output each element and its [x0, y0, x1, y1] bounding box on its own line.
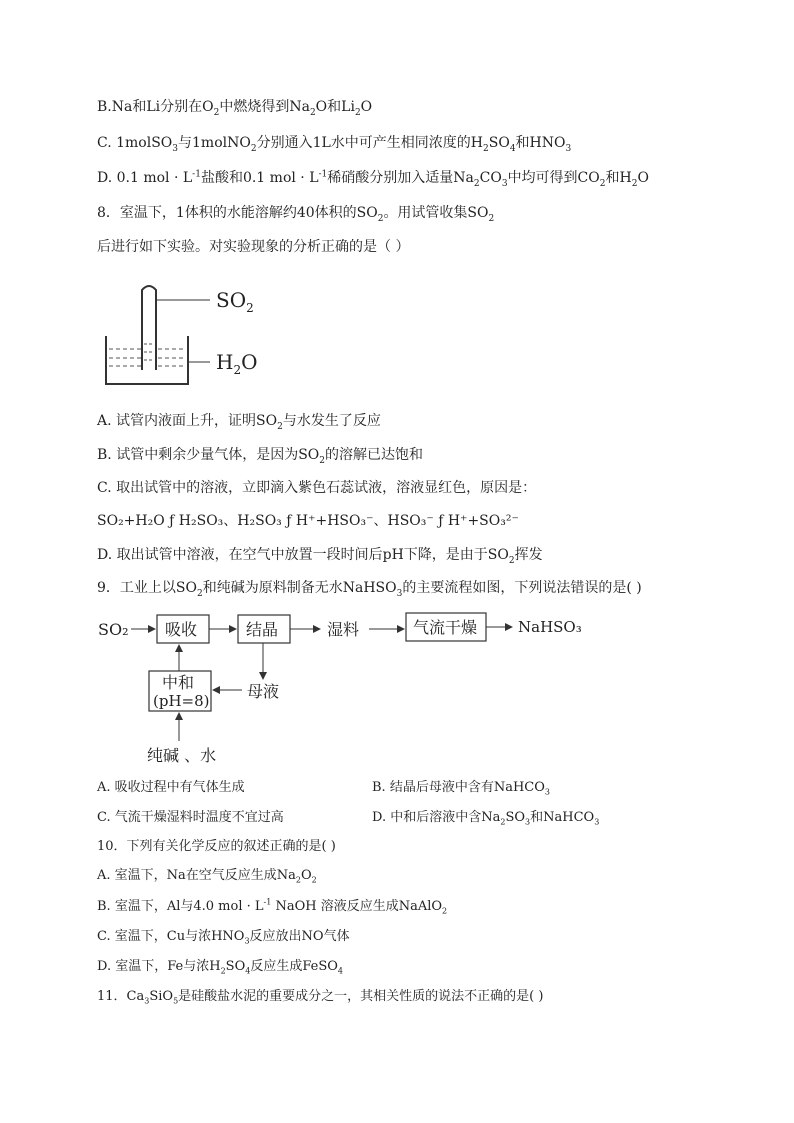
- q8-option-a: A. 试管内液面上升，证明$SO_2$与水发生了反应: [97, 413, 381, 432]
- q9-stem: 9．工业上以$SO_2$和纯碱为原料制备无水NaHSO$_3$的主要流程如图，下列说法错误的是( ): [97, 580, 642, 599]
- flow-wet: 湿料: [327, 620, 360, 639]
- test-tube: [142, 286, 156, 370]
- q9-option-a: A. 吸收过程中有气体生成: [97, 780, 245, 795]
- q9-flowchart: [95, 605, 615, 770]
- flow-dry: 气流干燥: [413, 618, 478, 637]
- q10-option-b: B. 室温下，Al与4.0 mol · $L^{-1}$ NaOH 溶液反应生成NaAlO$_2$: [97, 897, 448, 916]
- q9-option-d: D. 中和后溶液中含$Na_2SO_3$和NaHCO$_3$: [372, 810, 600, 827]
- q8-option-c: C. 取出试管中的溶液，立即滴入紫色石蕊试液，溶液显红色，原因是：: [97, 480, 537, 496]
- option-b-prev: B.Na和Li分别在$O_2$中燃烧得到$Na_2O$和$Li_2O$: [97, 99, 373, 118]
- q10-option-c: C. 室温下，Cu与浓$HNO_3$反应放出NO气体: [97, 929, 350, 946]
- flow-crystal: 结晶: [246, 620, 279, 639]
- option-c-prev: C. 1molSO$_3$与1molNO$_2$分别通入1L水中可产生相同浓度的$H_2SO_4$和$HNO_3$: [97, 135, 572, 154]
- label-h2o: $H_2O$: [216, 350, 258, 377]
- q10-option-d: D. 室温下，Fe与浓$H_2SO_4$反应生成FeSO$_4$: [97, 959, 344, 976]
- q8-stem-line1: 8．室温下，1体积的水能溶解约40体积的$SO_2$。用试管收集$SO_2$: [97, 205, 495, 224]
- flow-absorb: 吸收: [165, 620, 198, 639]
- q8-apparatus-figure: [100, 278, 280, 388]
- flow-mother: 母液: [247, 682, 280, 701]
- q9-option-b: B. 结晶后母液中含有NaHCO$_3$: [372, 780, 550, 797]
- q8-option-d: D. 取出试管中溶液，在空气中放置一段时间后pH下降，是由于$SO_2$挥发: [97, 547, 543, 566]
- q8-stem-line2: 后进行如下实验。对实验现象的分析正确的是（ ）: [97, 239, 410, 255]
- q8-option-c-equation: SO₂+H₂O ƒ H₂SO₃、H₂SO₃ ƒ H⁺+HSO₃⁻、HSO₃⁻ ƒ H⁺+SO₃²⁻: [97, 513, 519, 529]
- q10-option-a: A. 室温下，Na在空气反应生成$Na_2O_2$: [97, 868, 317, 885]
- q11-stem: 11．$Ca_3SiO_5$是硅酸盐水泥的重要成分之一，其相关性质的说法不正确的是( ): [97, 989, 544, 1006]
- flow-neutral-line2: (pH=8): [153, 692, 210, 710]
- q10-stem: 10．下列有关化学反应的叙述正确的是( ): [97, 839, 336, 854]
- flow-soda: 纯碱 、水: [147, 746, 217, 765]
- flow-neutral-line1: 中和: [162, 673, 195, 692]
- flow-product: NaHSO₃: [518, 618, 582, 636]
- q9-option-c: C. 气流干燥湿料时温度不宜过高: [97, 810, 284, 825]
- q8-option-b: B. 试管中剩余少量气体，是因为$SO_2$的溶解已达饱和: [97, 447, 423, 466]
- option-d-prev: D. 0.1 mol · $L^{-1}$盐酸和0.1 mol · $L^{-1}$稀硝酸分别加入适量$Na_2CO_3$中均可得到$CO_2$和$H_2O$: [97, 169, 649, 189]
- label-so2: $SO_2$: [216, 288, 254, 315]
- flow-so2: SO₂: [98, 620, 129, 639]
